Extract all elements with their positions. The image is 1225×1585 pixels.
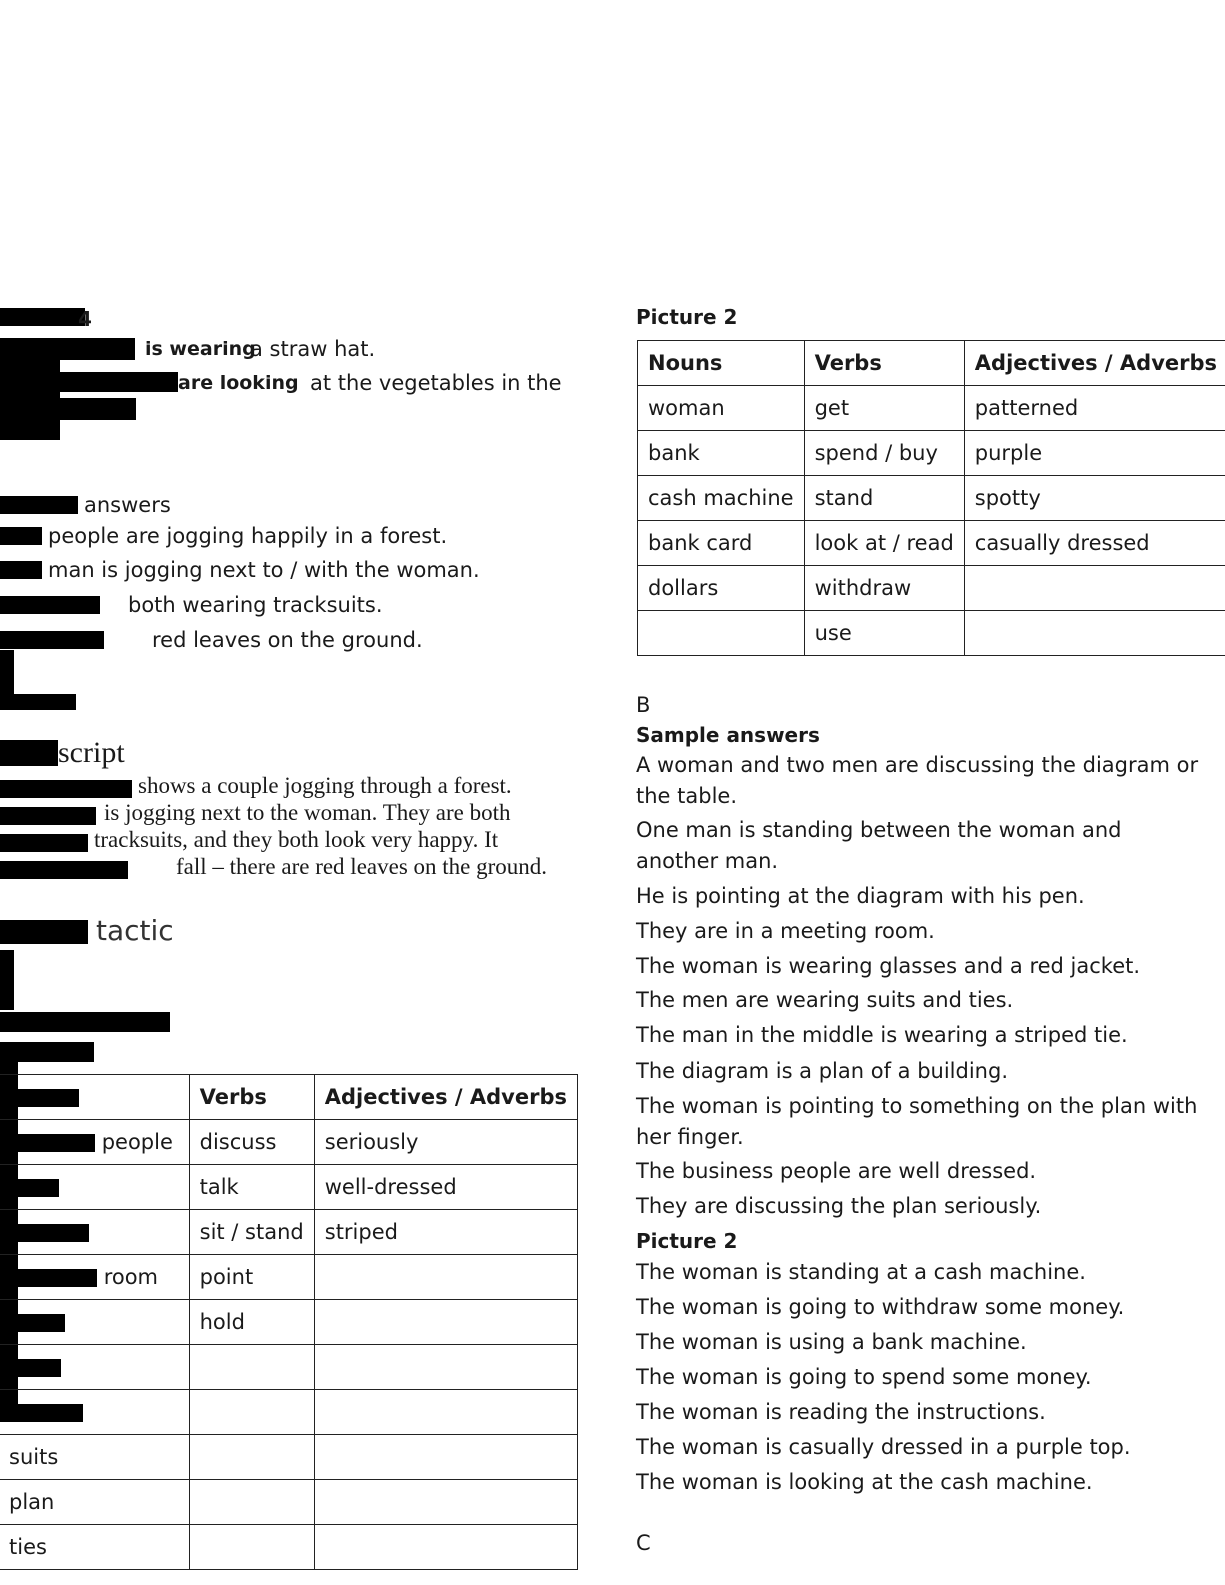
redaction (0, 631, 104, 649)
table-row (638, 386, 1225, 431)
table-cell: spotty (964, 476, 1225, 521)
table-cell: hold (189, 1300, 314, 1345)
table-row (638, 566, 1225, 611)
redaction (60, 372, 178, 392)
redaction (0, 780, 132, 798)
picture2-heading: Picture 2 (636, 305, 738, 329)
table-cell: well-dressed (314, 1165, 577, 1210)
sample-answer-line: The woman is pointing to something on the plan with (636, 1094, 1198, 1118)
sample-answer-line: They are in a meeting room. (636, 919, 935, 943)
table-row (0, 1255, 578, 1300)
sample-answer-line: A woman and two men are discussing the diagram or (636, 753, 1199, 777)
sample-answer-line: The woman is casually dressed in a purple top. (636, 1435, 1131, 1459)
redaction (0, 308, 85, 326)
redaction (0, 694, 76, 710)
redaction (0, 807, 96, 825)
sample-answer: people are jogging happily in a forest. (48, 524, 448, 548)
table-cell (314, 1435, 577, 1480)
sample-answer: man is jogging next to / with the woman. (48, 558, 480, 582)
sample-answer-line: The men are wearing suits and ties. (636, 988, 1014, 1012)
redaction (0, 338, 135, 360)
redaction (0, 834, 88, 852)
table-cell: use (804, 611, 964, 656)
table-cell: plan (0, 1480, 189, 1525)
table-cell (964, 566, 1225, 611)
table-row (0, 1210, 578, 1255)
picture4-line: at the vegetables in the (310, 371, 562, 395)
sample-answer-line: They are discussing the plan seriously. (636, 1194, 1042, 1218)
table-cell: ties (0, 1525, 189, 1570)
sample-answer-line: The man in the middle is wearing a striped tie. (636, 1023, 1128, 1047)
sample-answer-line: another man. (636, 849, 779, 873)
table-row (638, 521, 1225, 566)
table-cell: patterned (964, 386, 1225, 431)
table-header (0, 1075, 189, 1120)
table-cell: cash machine (638, 476, 805, 521)
table-cell (314, 1525, 577, 1570)
table-cell (189, 1525, 314, 1570)
section-b-label: B (636, 693, 651, 717)
transcript-line: is jogging next to the woman. They are both (104, 800, 511, 825)
table-cell: spend / buy (804, 431, 964, 476)
sample-answer-line: the table. (636, 784, 738, 808)
table-cell: bank card (638, 521, 805, 566)
sample-answer-line: The woman is wearing glasses and a red jacket. (636, 954, 1141, 978)
table-cell: seriously (314, 1120, 577, 1165)
table-cell: woman (638, 386, 805, 431)
sample-answer-line: The woman is standing at a cash machine. (636, 1260, 1086, 1284)
picture4-line: a straw hat. (250, 337, 376, 361)
table-cell (314, 1345, 577, 1390)
table-cell: striped (314, 1210, 577, 1255)
table-cell: look at / read (804, 521, 964, 566)
redaction (0, 596, 100, 614)
sample-answer-line: The diagram is a plan of a building. (636, 1059, 1008, 1083)
table-header: Nouns (638, 341, 805, 386)
table-cell: dollars (638, 566, 805, 611)
table-cell: sit / stand (189, 1210, 314, 1255)
table-cell (189, 1435, 314, 1480)
picture2-answers-heading: Picture 2 (636, 1229, 738, 1253)
table-cell (314, 1300, 577, 1345)
table-cell (314, 1480, 577, 1525)
table-row (638, 611, 1225, 656)
table-cell: discuss (189, 1120, 314, 1165)
transcript-heading: script (58, 736, 125, 769)
redaction (0, 740, 58, 766)
table-header: Adjectives / Adverbs (964, 341, 1225, 386)
table-cell (0, 1210, 189, 1255)
table-cell: casually dressed (964, 521, 1225, 566)
redaction (0, 1042, 94, 1062)
table-cell (314, 1390, 577, 1435)
sample-answer-line: He is pointing at the diagram with his pen. (636, 884, 1085, 908)
table-cell (964, 611, 1225, 656)
redaction (60, 398, 136, 420)
redaction (0, 527, 42, 545)
table-row (0, 1165, 578, 1210)
partial-bold: is wearing (145, 338, 256, 360)
table-cell: stand (804, 476, 964, 521)
sample-answer-line: One man is standing between the woman and (636, 818, 1122, 842)
sample-answers-heading: Sample answers (636, 723, 820, 747)
table-cell: point (189, 1255, 314, 1300)
redaction (0, 1012, 170, 1032)
redaction (0, 920, 88, 944)
table-header: Verbs (189, 1075, 314, 1120)
sample-answer-line: The woman is reading the instructions. (636, 1400, 1046, 1424)
redaction (0, 360, 60, 440)
sample-answers-heading: answers (84, 493, 171, 517)
table-header: Adjectives / Adverbs (314, 1075, 577, 1120)
table-cell (638, 611, 805, 656)
table-cell: room (0, 1255, 189, 1300)
sample-answer-line: The woman is going to withdraw some money. (636, 1295, 1125, 1319)
table-cell (0, 1165, 189, 1210)
table-cell: suits (0, 1435, 189, 1480)
table-cell: people (0, 1120, 189, 1165)
sample-answer-line: her finger. (636, 1125, 744, 1149)
redaction (0, 561, 42, 579)
partial-bold: are looking (178, 372, 299, 394)
transcript-line: shows a couple jogging through a forest. (138, 773, 512, 798)
table-row (0, 1390, 578, 1435)
table-row (0, 1120, 578, 1165)
table-cell: purple (964, 431, 1225, 476)
table-row (638, 431, 1225, 476)
sample-answer-line: The woman is using a bank machine. (636, 1330, 1027, 1354)
sample-answer-line: The woman is looking at the cash machine. (636, 1470, 1093, 1494)
table-cell: talk (189, 1165, 314, 1210)
redaction (0, 861, 128, 879)
table-picture1 (0, 1074, 578, 1570)
table-cell: get (804, 386, 964, 431)
transcript-line: fall – there are red leaves on the ground. (176, 854, 548, 879)
redaction (0, 950, 14, 1010)
table-cell (189, 1345, 314, 1390)
table-cell (0, 1300, 189, 1345)
test-tactic-heading: tactic (96, 914, 174, 947)
sample-answer: red leaves on the ground. (152, 628, 423, 652)
transcript-line: tracksuits, and they both look very happy. It (94, 827, 499, 852)
sample-answer: both wearing tracksuits. (128, 593, 383, 617)
table-picture2 (637, 340, 1225, 656)
section-c-label: C (636, 1531, 651, 1555)
table-row (0, 1435, 578, 1480)
table-cell: withdraw (804, 566, 964, 611)
table-row (638, 476, 1225, 521)
sample-answer-line: The business people are well dressed. (636, 1159, 1037, 1183)
table-row (0, 1480, 578, 1525)
table-row (0, 1345, 578, 1390)
table-row (0, 1525, 578, 1570)
table-header: Verbs (804, 341, 964, 386)
table-cell (0, 1390, 189, 1435)
sample-answer-line: The woman is going to spend some money. (636, 1365, 1092, 1389)
redaction (0, 496, 78, 514)
table-cell (314, 1255, 577, 1300)
picture4-heading: 4 (78, 307, 92, 331)
table-cell (189, 1390, 314, 1435)
table-cell (0, 1345, 189, 1390)
table-row (0, 1300, 578, 1345)
table-cell: bank (638, 431, 805, 476)
table-cell (189, 1480, 314, 1525)
